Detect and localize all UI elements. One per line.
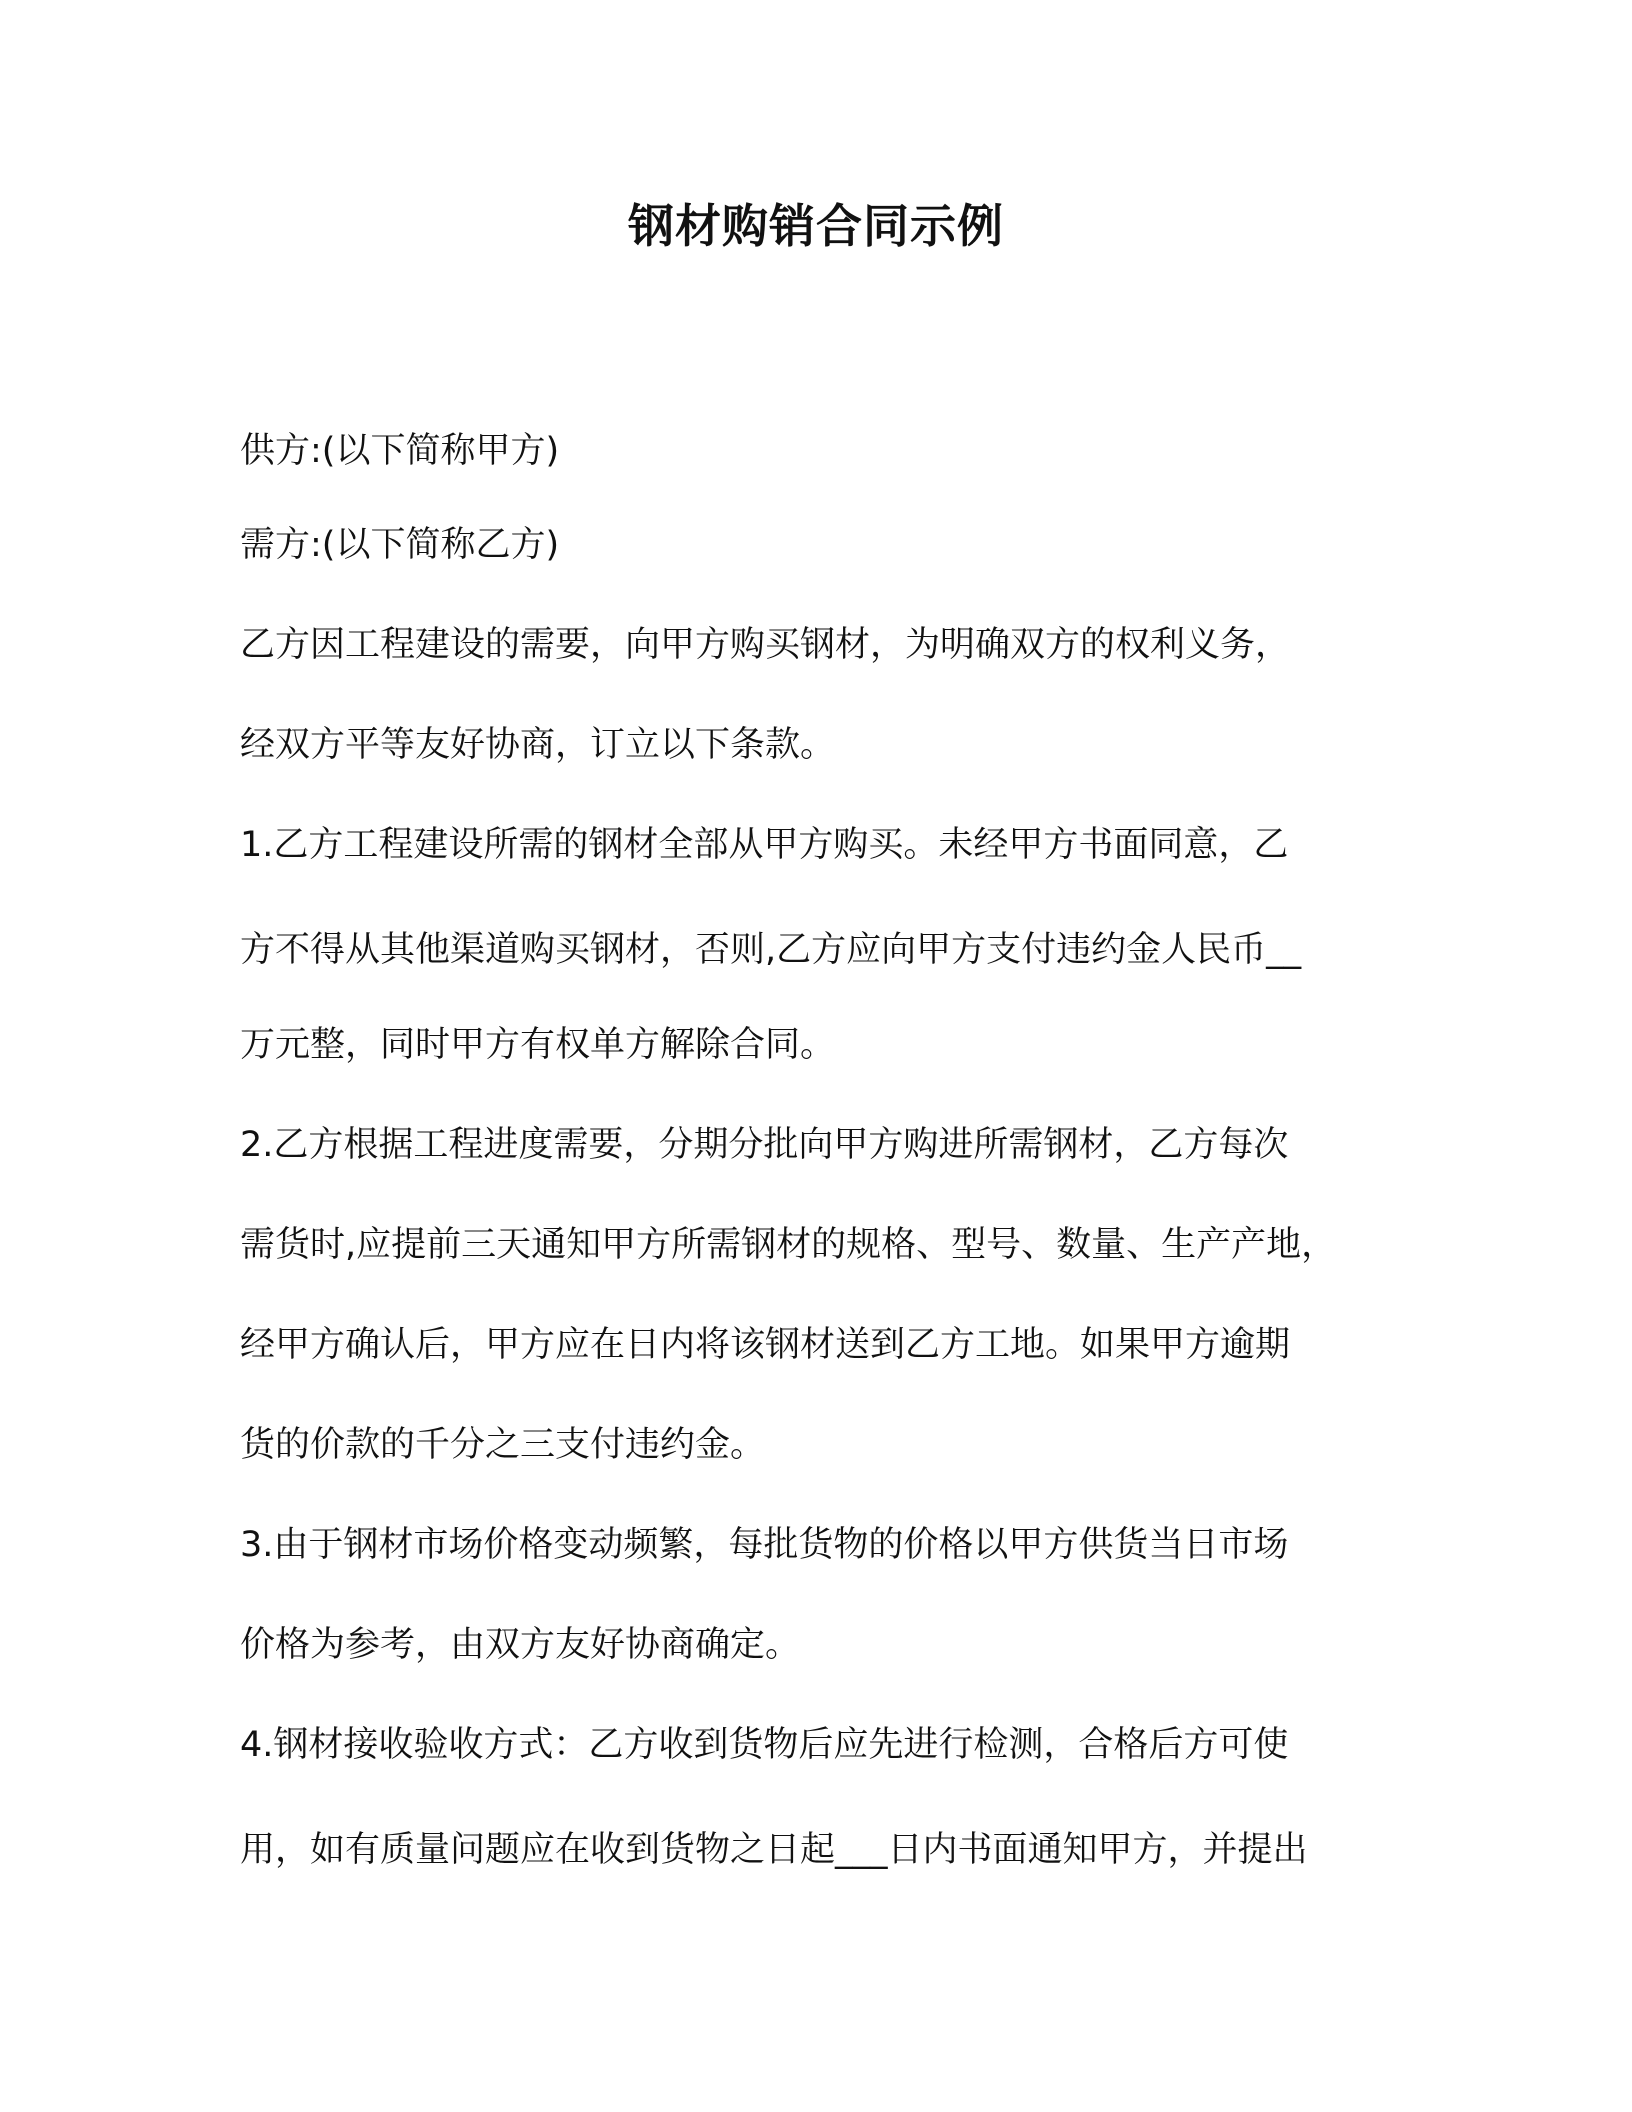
clause-2-line-2: 需货时,应提前三天通知甲方所需钢材的规格、型号、数量、生产产地， xyxy=(240,1225,1337,1265)
clause-2-line-3: 经甲方确认后，甲方应在日内将该钢材送到乙方工地。如果甲方逾期 xyxy=(240,1325,1291,1365)
clause-1-line-1: 1.乙方工程建设所需的钢材全部从甲方购买。未经甲方书面同意，乙 xyxy=(240,825,1289,865)
document-title: 钢材购销合同示例 xyxy=(628,199,1004,253)
clause-3-line-2: 价格为参考，由双方友好协商确定。 xyxy=(240,1625,801,1665)
clause-4-line-1: 4.钢材接收验收方式：乙方收到货物后应先进行检测，合格后方可使 xyxy=(240,1725,1289,1765)
clause-2-line-4: 货的价款的千分之三支付违约金。 xyxy=(240,1425,766,1465)
clause-1-line-3: 万元整，同时甲方有权单方解除合同。 xyxy=(240,1025,836,1065)
clause-1-line-2: 方不得从其他渠道购买钢材，否则,乙方应向甲方支付违约金人民币__ xyxy=(240,930,1302,970)
clause-2-line-1: 2.乙方根据工程进度需要，分期分批向甲方购进所需钢材，乙方每次 xyxy=(240,1125,1289,1165)
party-a-line: 供方:(以下简称甲方) xyxy=(240,431,560,471)
preamble-line-2: 经双方平等友好协商，订立以下条款。 xyxy=(240,725,836,765)
party-b-line: 需方:(以下简称乙方) xyxy=(240,525,560,565)
clause-4-line-2: 用，如有质量问题应在收到货物之日起___日内书面通知甲方，并提出 xyxy=(240,1830,1308,1870)
preamble-line-1: 乙方因工程建设的需要，向甲方购买钢材，为明确双方的权利义务， xyxy=(240,625,1291,665)
clause-3-line-1: 3.由于钢材市场价格变动频繁，每批货物的价格以甲方供货当日市场 xyxy=(240,1525,1289,1565)
